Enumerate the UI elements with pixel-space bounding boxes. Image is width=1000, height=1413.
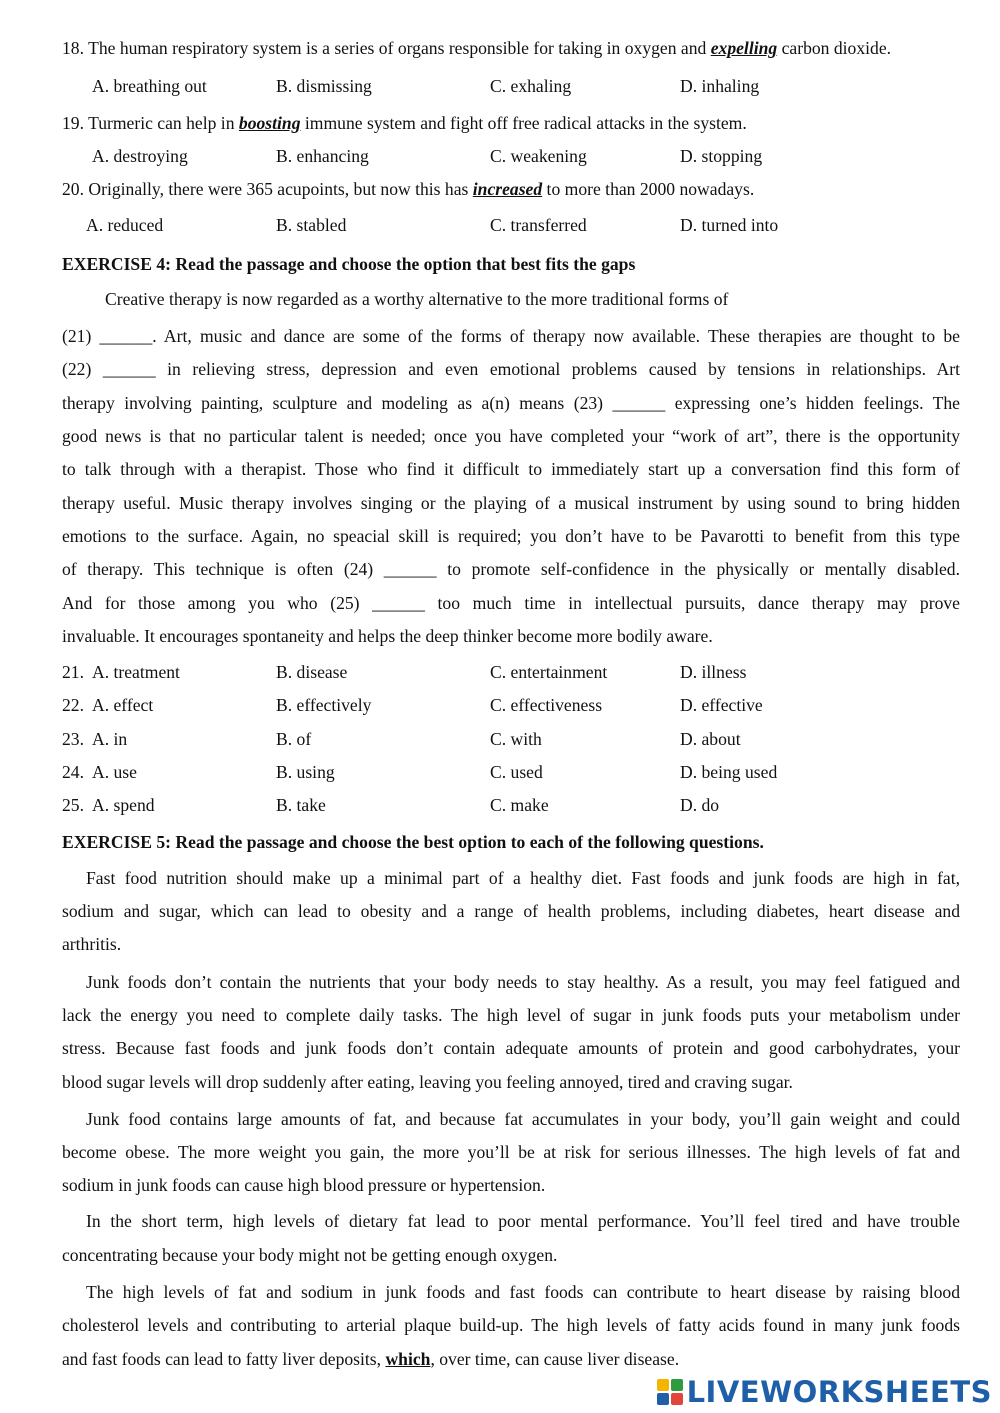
passage-line: therapy useful. Music therapy involves singing or the playing of a musical instrument by using sound to bring hidden <box>62 493 960 513</box>
passage-line: therapy involving painting, sculpture and modeling as a(n) means (23) ______ expressing one’s hidden feelings. The <box>62 393 960 413</box>
passage-line: (22) ______ in relieving stress, depression and even emotional problems caused by tensions in relationships. Art <box>62 359 960 379</box>
passage-line: become obese. The more weight you gain, the more you’ll be at risk for serious illnesses. The high levels of fat and <box>62 1142 960 1162</box>
passage-line: invaluable. It encourages spontaneity and helps the deep thinker become more bodily aware. <box>62 626 713 646</box>
exercise-4-heading: EXERCISE 4: Read the passage and choose the option that best fits the gaps <box>62 254 636 274</box>
passage-line: sodium and sugar, which can lead to obesity and a range of health problems, including diabetes, heart disease and <box>62 901 960 921</box>
passage-line: to talk through with a therapist. Those who find it difficult to immediately start up a conversation find this form of <box>62 459 960 479</box>
passage-line: (21) ______. Art, music and dance are some of the forms of therapy now available. These therapies are thought to be <box>62 326 960 346</box>
passage-line: sodium in junk foods can cause high blood pressure or hypertension. <box>62 1175 546 1195</box>
option-a[interactable]: A. in <box>92 729 128 749</box>
option-d[interactable]: D. do <box>680 795 720 815</box>
passage-line: The high levels of fat and sodium in junk foods and fast foods can contribute to heart disease by raising blood <box>86 1282 960 1302</box>
option-a[interactable]: A. destroying <box>92 146 188 166</box>
option-b[interactable]: B. of <box>276 729 312 749</box>
option-b[interactable]: B. stabled <box>276 215 347 235</box>
keyword-which: which <box>385 1349 431 1369</box>
option-c[interactable]: C. used <box>490 762 543 782</box>
passage-line: blood sugar levels will drop suddenly after eating, leaving you feeling annoyed, tired and craving sugar. <box>62 1072 793 1092</box>
option-d[interactable]: D. stopping <box>680 146 763 166</box>
logo-mark-icon <box>657 1379 683 1405</box>
option-d[interactable]: D. turned into <box>680 215 779 235</box>
option-b[interactable]: B. disease <box>276 662 348 682</box>
option-d[interactable]: D. about <box>680 729 741 749</box>
passage-line: And for those among you who (25) ______ too much time in intellectual pursuits, dance therapy may prove <box>62 593 960 613</box>
option-c[interactable]: C. entertainment <box>490 662 608 682</box>
passage-line: Junk foods don’t contain the nutrients that your body needs to stay healthy. As a result, you may feel fatigued and <box>86 972 960 992</box>
option-b[interactable]: B. enhancing <box>276 146 369 166</box>
passage-line: of therapy. This technique is often (24) ______ to promote self-confidence in the physically or mentally disabled. <box>62 559 960 579</box>
option-a[interactable]: A. use <box>92 762 137 782</box>
option-d[interactable]: D. being used <box>680 762 778 782</box>
question-number: 22. <box>62 695 84 715</box>
option-b[interactable]: B. take <box>276 795 326 815</box>
option-c[interactable]: C. with <box>490 729 542 749</box>
passage-line: stress. Because fast foods and junk foods don’t contain adequate amounts of protein and good carbohydrates, your <box>62 1038 960 1058</box>
option-d[interactable]: D. illness <box>680 662 747 682</box>
keyword-boosting: boosting <box>238 113 301 133</box>
passage-line: Junk food contains large amounts of fat, and because fat accumulates in your body, you’ll gain weight and could <box>86 1109 960 1129</box>
passage-line: good news is that no particular talent is needed; once you have completed your “work of art”, there is the opportunity <box>62 426 960 446</box>
option-d[interactable]: D. effective <box>680 695 763 715</box>
exercise-5-heading: EXERCISE 5: Read the passage and choose the best option to each of the following questions. <box>62 832 764 852</box>
question-18: 18. The human respiratory system is a series of organs responsible for taking in oxygen and expelling carbon dioxide. <box>62 38 892 58</box>
question-number: 23. <box>62 729 84 749</box>
question-number: 25. <box>62 795 84 815</box>
passage-line: Fast food nutrition should make up a minimal part of a healthy diet. Fast foods and junk foods are high in fat, <box>86 868 960 888</box>
option-b[interactable]: B. effectively <box>276 695 372 715</box>
passage-line: lack the energy you need to complete daily tasks. The high level of sugar in junk foods puts your metabolism under <box>62 1005 960 1025</box>
passage-line: arthritis. <box>62 934 122 954</box>
question-number: 21. <box>62 662 84 682</box>
passage-line: concentrating because your body might not be getting enough oxygen. <box>62 1245 558 1265</box>
option-c[interactable]: C. exhaling <box>490 76 572 96</box>
logo-text: LIVEWORKSHEETS <box>686 1375 992 1409</box>
keyword-increased: increased <box>472 179 543 199</box>
passage-line: Creative therapy is now regarded as a worthy alternative to the more traditional forms of <box>105 289 729 309</box>
option-a[interactable]: A. breathing out <box>92 76 207 96</box>
option-a[interactable]: A. treatment <box>92 662 180 682</box>
option-b[interactable]: B. dismissing <box>276 76 372 96</box>
question-number: 24. <box>62 762 84 782</box>
option-c[interactable]: C. weakening <box>490 146 587 166</box>
passage-line: and fast foods can lead to fatty liver deposits, which, over time, can cause liver disease. <box>62 1349 680 1369</box>
keyword-expelling: expelling <box>710 38 778 58</box>
question-20: 20. Originally, there were 365 acupoints, but now this has increased to more than 2000 nowadays. <box>62 179 755 199</box>
option-c[interactable]: C. make <box>490 795 549 815</box>
option-b[interactable]: B. using <box>276 762 335 782</box>
passage-line: emotions to the surface. Again, no speacial skill is required; you don’t have to be Pavarotti to benefit from this type <box>62 526 960 546</box>
option-a[interactable]: A. spend <box>92 795 155 815</box>
option-d[interactable]: D. inhaling <box>680 76 760 96</box>
question-19: 19. Turmeric can help in boosting immune system and fight off free radical attacks in the system. <box>62 113 747 133</box>
option-a[interactable]: A. reduced <box>86 215 164 235</box>
passage-line: cholesterol levels and contributing to arterial plaque build-up. The high levels of fatty acids found in many junk foods <box>62 1315 960 1335</box>
option-c[interactable]: C. effectiveness <box>490 695 603 715</box>
passage-line: In the short term, high levels of dietary fat lead to poor mental performance. You’ll feel tired and have trouble <box>86 1211 960 1231</box>
liveworksheets-logo <box>657 1375 992 1409</box>
option-a[interactable]: A. effect <box>92 695 154 715</box>
option-c[interactable]: C. transferred <box>490 215 587 235</box>
